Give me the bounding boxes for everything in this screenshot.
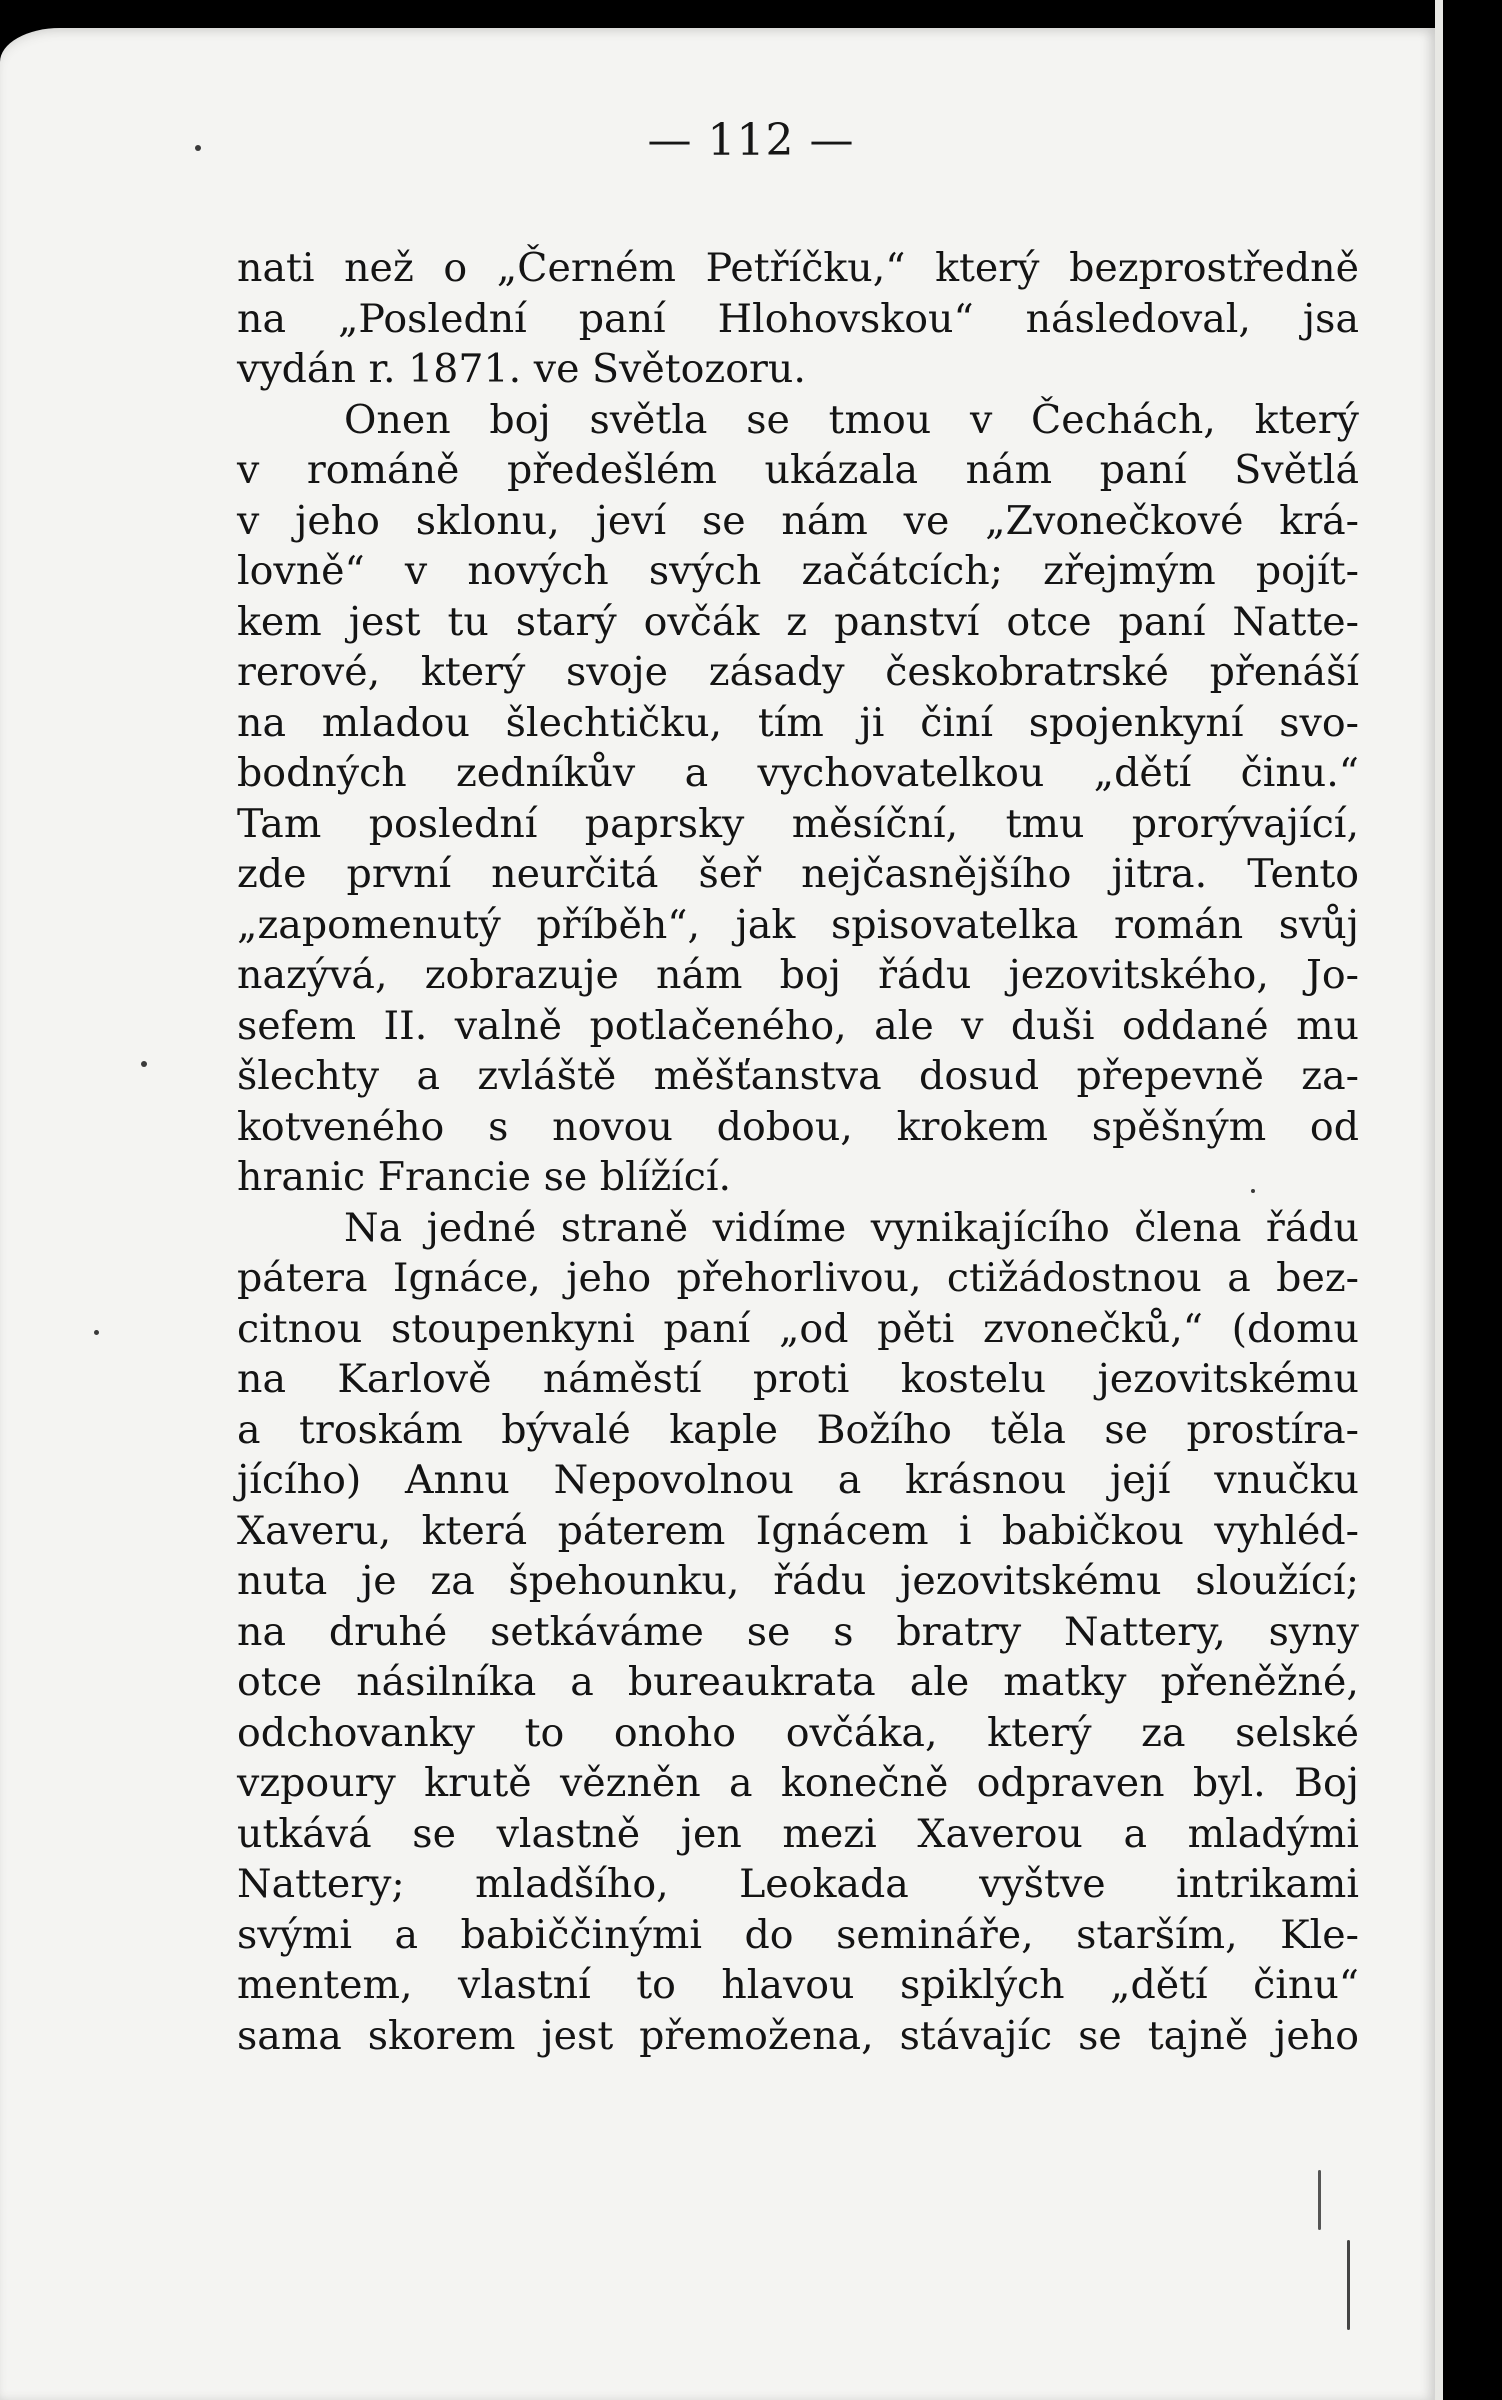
text-line: Na jedné straně vidíme vynikajícího člena řádu	[344, 1204, 1359, 1251]
text-line: šlechty a zvláště měšťanstva dosud přepevně za-	[237, 1053, 1359, 1099]
text-line: lovně“ v nových svých začátcích; zřejmým pojít-	[237, 548, 1359, 594]
text-line: hranic Francie se blížící.	[237, 1154, 732, 1200]
text-line: jícího) Annu Nepovolnou a krásnou její vnučku	[237, 1457, 1359, 1503]
body-text	[237, 243, 1359, 2061]
text-line: citnou stoupenkyni paní „od pěti zvonečků,“ (domu	[237, 1305, 1359, 1352]
text-line: na druhé setkáváme se s bratry Nattery, syny	[237, 1608, 1359, 1655]
page-number: — 112 —	[647, 115, 855, 166]
text-line: kotveného s novou dobou, krokem spěšným od	[237, 1103, 1359, 1150]
text-line: kem jest tu starý ovčák z panství otce paní Natte-	[237, 598, 1359, 645]
text-line: zde první neurčitá šeř nejčasnějšího jitra. Tento	[237, 851, 1359, 897]
text-line: utkává se vlastně jen mezi Xaverou a mladými	[237, 1810, 1359, 1857]
text-line: otce násilníka a bureaukrata ale matky přeněžné,	[237, 1659, 1359, 1705]
text-line: bodných zedníkův a vychovatelkou „dětí činu.“	[237, 750, 1359, 796]
text-line: nati než o „Černém Petříčku,“ který bezprostředně	[237, 245, 1359, 291]
text-line: rerové, který svoje zásady českobratrské přenáší	[237, 649, 1359, 695]
page-edge	[1435, 0, 1443, 2400]
text-line: nuta je za špehounku, řádu jezovitskému sloužící;	[237, 1558, 1359, 1604]
text-line: vydán r. 1871. ve Světozoru.	[237, 346, 806, 392]
text-line: Xaveru, která páterem Ignácem i babičkou vyhléd-	[237, 1507, 1359, 1554]
text-line: nazývá, zobrazuje nám boj řádu jezovitského, Jo-	[237, 952, 1359, 998]
text-line: na „Poslední paní Hlohovskou“ následoval, jsa	[237, 295, 1359, 342]
text-line: sama skorem jest přemožena, stávajíc se tajně jeho	[237, 2012, 1359, 2059]
paper-speck	[94, 1330, 99, 1335]
text-line: na Karlově náměstí proti kostelu jezovitskému	[237, 1356, 1359, 1402]
paper-speck	[1251, 1189, 1255, 1193]
paper-speck	[141, 1061, 147, 1067]
text-line: Nattery; mladšího, Leokada vyštve intrikami	[237, 1861, 1359, 1907]
paper-speck	[1318, 2170, 1321, 2230]
text-line: „zapomenutý příběh“, jak spisovatelka román svůj	[237, 901, 1359, 948]
text-line: v románě předešlém ukázala nám paní Světlá	[237, 447, 1359, 493]
text-line: a troskám bývalé kaple Božího těla se prostíra-	[237, 1406, 1359, 1453]
text-line: Tam poslední paprsky měsíční, tmu prorývající,	[237, 800, 1359, 847]
paper-speck	[195, 145, 201, 151]
text-line: sefem II. valně potlačeného, ale v duši oddané mu	[237, 1002, 1359, 1049]
text-line: pátera Ignáce, jeho přehorlivou, ctižádostnou a bez-	[237, 1255, 1359, 1301]
text-line: v jeho sklonu, jeví se nám ve „Zvonečkové krá-	[237, 497, 1359, 544]
paper-speck	[1347, 2240, 1350, 2330]
text-line: vzpoury krutě vězněn a konečně odpraven byl. Boj	[237, 1760, 1359, 1806]
text-line: svými a babiččinými do semináře, starším, Kle-	[237, 1911, 1359, 1958]
text-line: mentem, vlastní to hlavou spiklých „dětí činu“	[237, 1962, 1359, 2008]
text-line: na mladou šlechtičku, tím ji činí spojenkyní svo-	[237, 699, 1359, 746]
text-line: odchovanky to onoho ovčáka, který za selské	[237, 1709, 1359, 1756]
text-line: Onen boj světla se tmou v Čechách, který	[344, 396, 1359, 443]
